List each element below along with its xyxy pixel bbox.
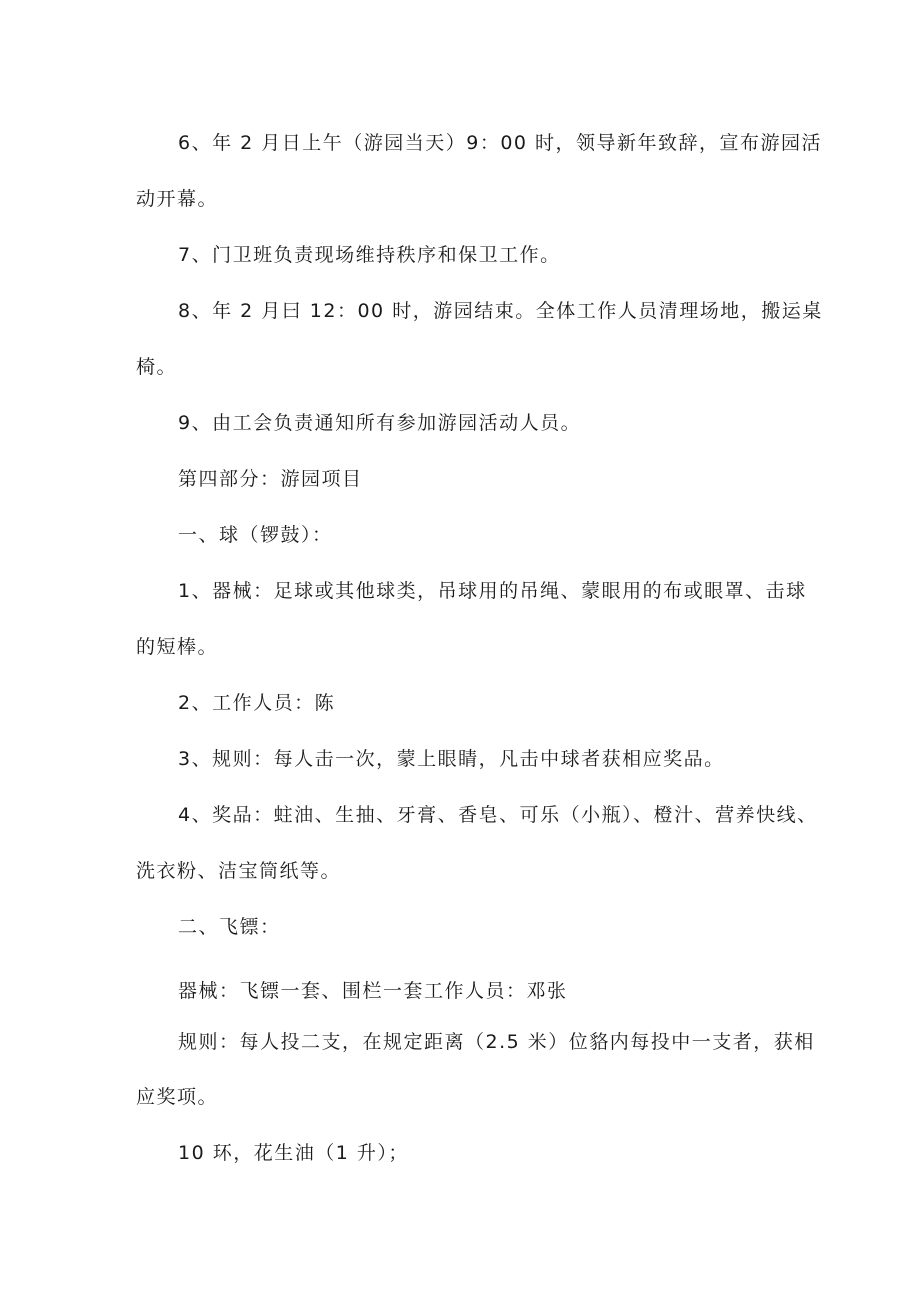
paragraph-line: 7、门卫班负责现场维持秩序和保卫工作。 xyxy=(178,244,561,266)
paragraph-line: 3、规则：每人击一次，蒙上眼睛，凡击中球者获相应奖品。 xyxy=(178,748,725,770)
paragraph-line: 椅。 xyxy=(136,356,178,378)
subsection-heading: 一、球（锣鼓）： xyxy=(178,524,333,546)
subsection-heading: 二、飞镖： xyxy=(178,916,281,938)
paragraph-line: 4、奖品：蛀油、生抽、牙膏、香皂、可乐（小瓶）、橙汁、营养快线、 xyxy=(178,804,818,826)
section-heading: 第四部分：游园项目 xyxy=(178,468,363,490)
paragraph-line: 动开幕。 xyxy=(136,188,219,210)
paragraph-line: 9、由工会负责通知所有参加游园活动人员。 xyxy=(178,412,582,434)
paragraph-line: 的短棒。 xyxy=(136,636,219,658)
paragraph-line: 6、年 2 月日上午（游园当天）9：00 时，领导新年致辞，宣布游园活 xyxy=(178,132,823,154)
paragraph-line: 10 环，花生油（1 升）； xyxy=(178,1142,409,1164)
paragraph-line: 应奖项。 xyxy=(136,1086,219,1108)
paragraph-line: 8、年 2 月曰 12：00 时，游园结束。全体工作人员清理场地，搬运桌 xyxy=(178,300,823,322)
paragraph-line: 1、器械：足球或其他球类，吊球用的吊绳、蒙眼用的布或眼罩、击球 xyxy=(178,580,807,602)
paragraph-line: 规则：每人投二支，在规定距离（2.5 米）位貉内每投中一支者，获相 xyxy=(178,1031,815,1053)
paragraph-line: 洗衣粉、洁宝筒纸等。 xyxy=(136,860,342,882)
paragraph-line: 2、工作人员：陈 xyxy=(178,692,336,714)
paragraph-line: 器械：飞镖一套、围栏一套工作人员：邓张 xyxy=(178,980,568,1002)
